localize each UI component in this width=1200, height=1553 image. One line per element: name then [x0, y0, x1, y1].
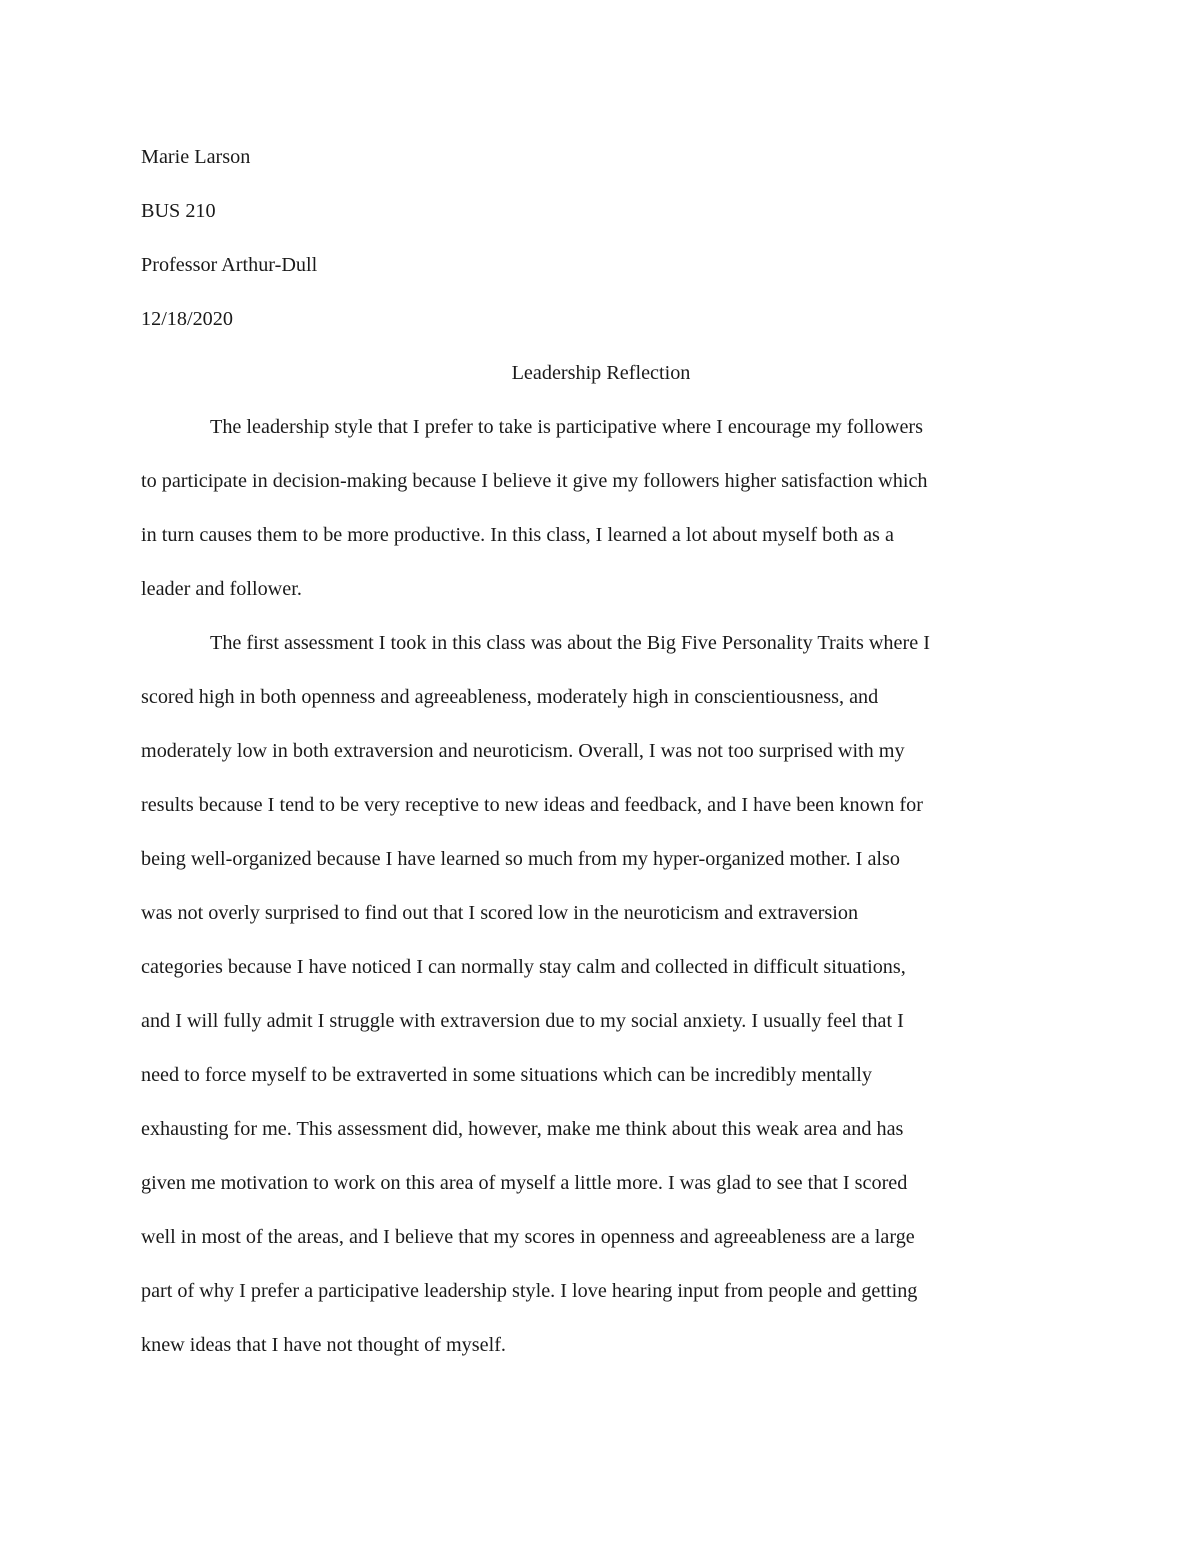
- document-page: [141, 130, 1061, 1372]
- paragraph-line: part of why I prefer a participative leadership style. I love hearing input from people and getting: [141, 1280, 918, 1302]
- professor-name: Professor Arthur-Dull: [141, 254, 318, 276]
- paragraph-line: categories because I have noticed I can normally stay calm and collected in difficult situations,: [141, 956, 906, 978]
- paragraph-line: in turn causes them to be more productive. In this class, I learned a lot about myself both as a: [141, 524, 894, 546]
- paragraph-line: and I will fully admit I struggle with extraversion due to my social anxiety. I usually feel that I: [141, 1010, 904, 1032]
- document-title: Leadership Reflection: [511, 362, 691, 384]
- paragraph-line: was not overly surprised to find out that I scored low in the neuroticism and extraversion: [141, 902, 859, 924]
- paragraph-2: [141, 616, 1061, 1372]
- paragraph-line: The first assessment I took in this class was about the Big Five Personality Traits where I: [210, 632, 930, 654]
- paragraph-line: being well-organized because I have learned so much from my hyper-organized mother. I also: [141, 848, 900, 870]
- paragraph-line: moderately low in both extraversion and neuroticism. Overall, I was not too surprised with my: [141, 740, 905, 762]
- paragraph-line: leader and follower.: [141, 578, 302, 600]
- author-name: Marie Larson: [141, 146, 251, 168]
- paragraph-line: The leadership style that I prefer to take is participative where I encourage my followers: [210, 416, 923, 438]
- paragraph-line: scored high in both openness and agreeableness, moderately high in conscientiousness, and: [141, 686, 879, 708]
- paragraph-line: results because I tend to be very receptive to new ideas and feedback, and I have been known for: [141, 794, 923, 816]
- paragraph-line: given me motivation to work on this area of myself a little more. I was glad to see that I scored: [141, 1172, 908, 1194]
- paragraph-line: knew ideas that I have not thought of myself.: [141, 1334, 506, 1356]
- submission-date: 12/18/2020: [141, 308, 233, 330]
- paragraph-line: to participate in decision-making because I believe it give my followers higher satisfaction which: [141, 470, 928, 492]
- paragraph-line: exhausting for me. This assessment did, however, make me think about this weak area and has: [141, 1118, 904, 1140]
- paragraph-line: need to force myself to be extraverted in some situations which can be incredibly mentally: [141, 1064, 872, 1086]
- course-code: BUS 210: [141, 200, 216, 222]
- paragraph-1: [141, 400, 1061, 616]
- paragraph-line: well in most of the areas, and I believe that my scores in openness and agreeableness are a large: [141, 1226, 915, 1248]
